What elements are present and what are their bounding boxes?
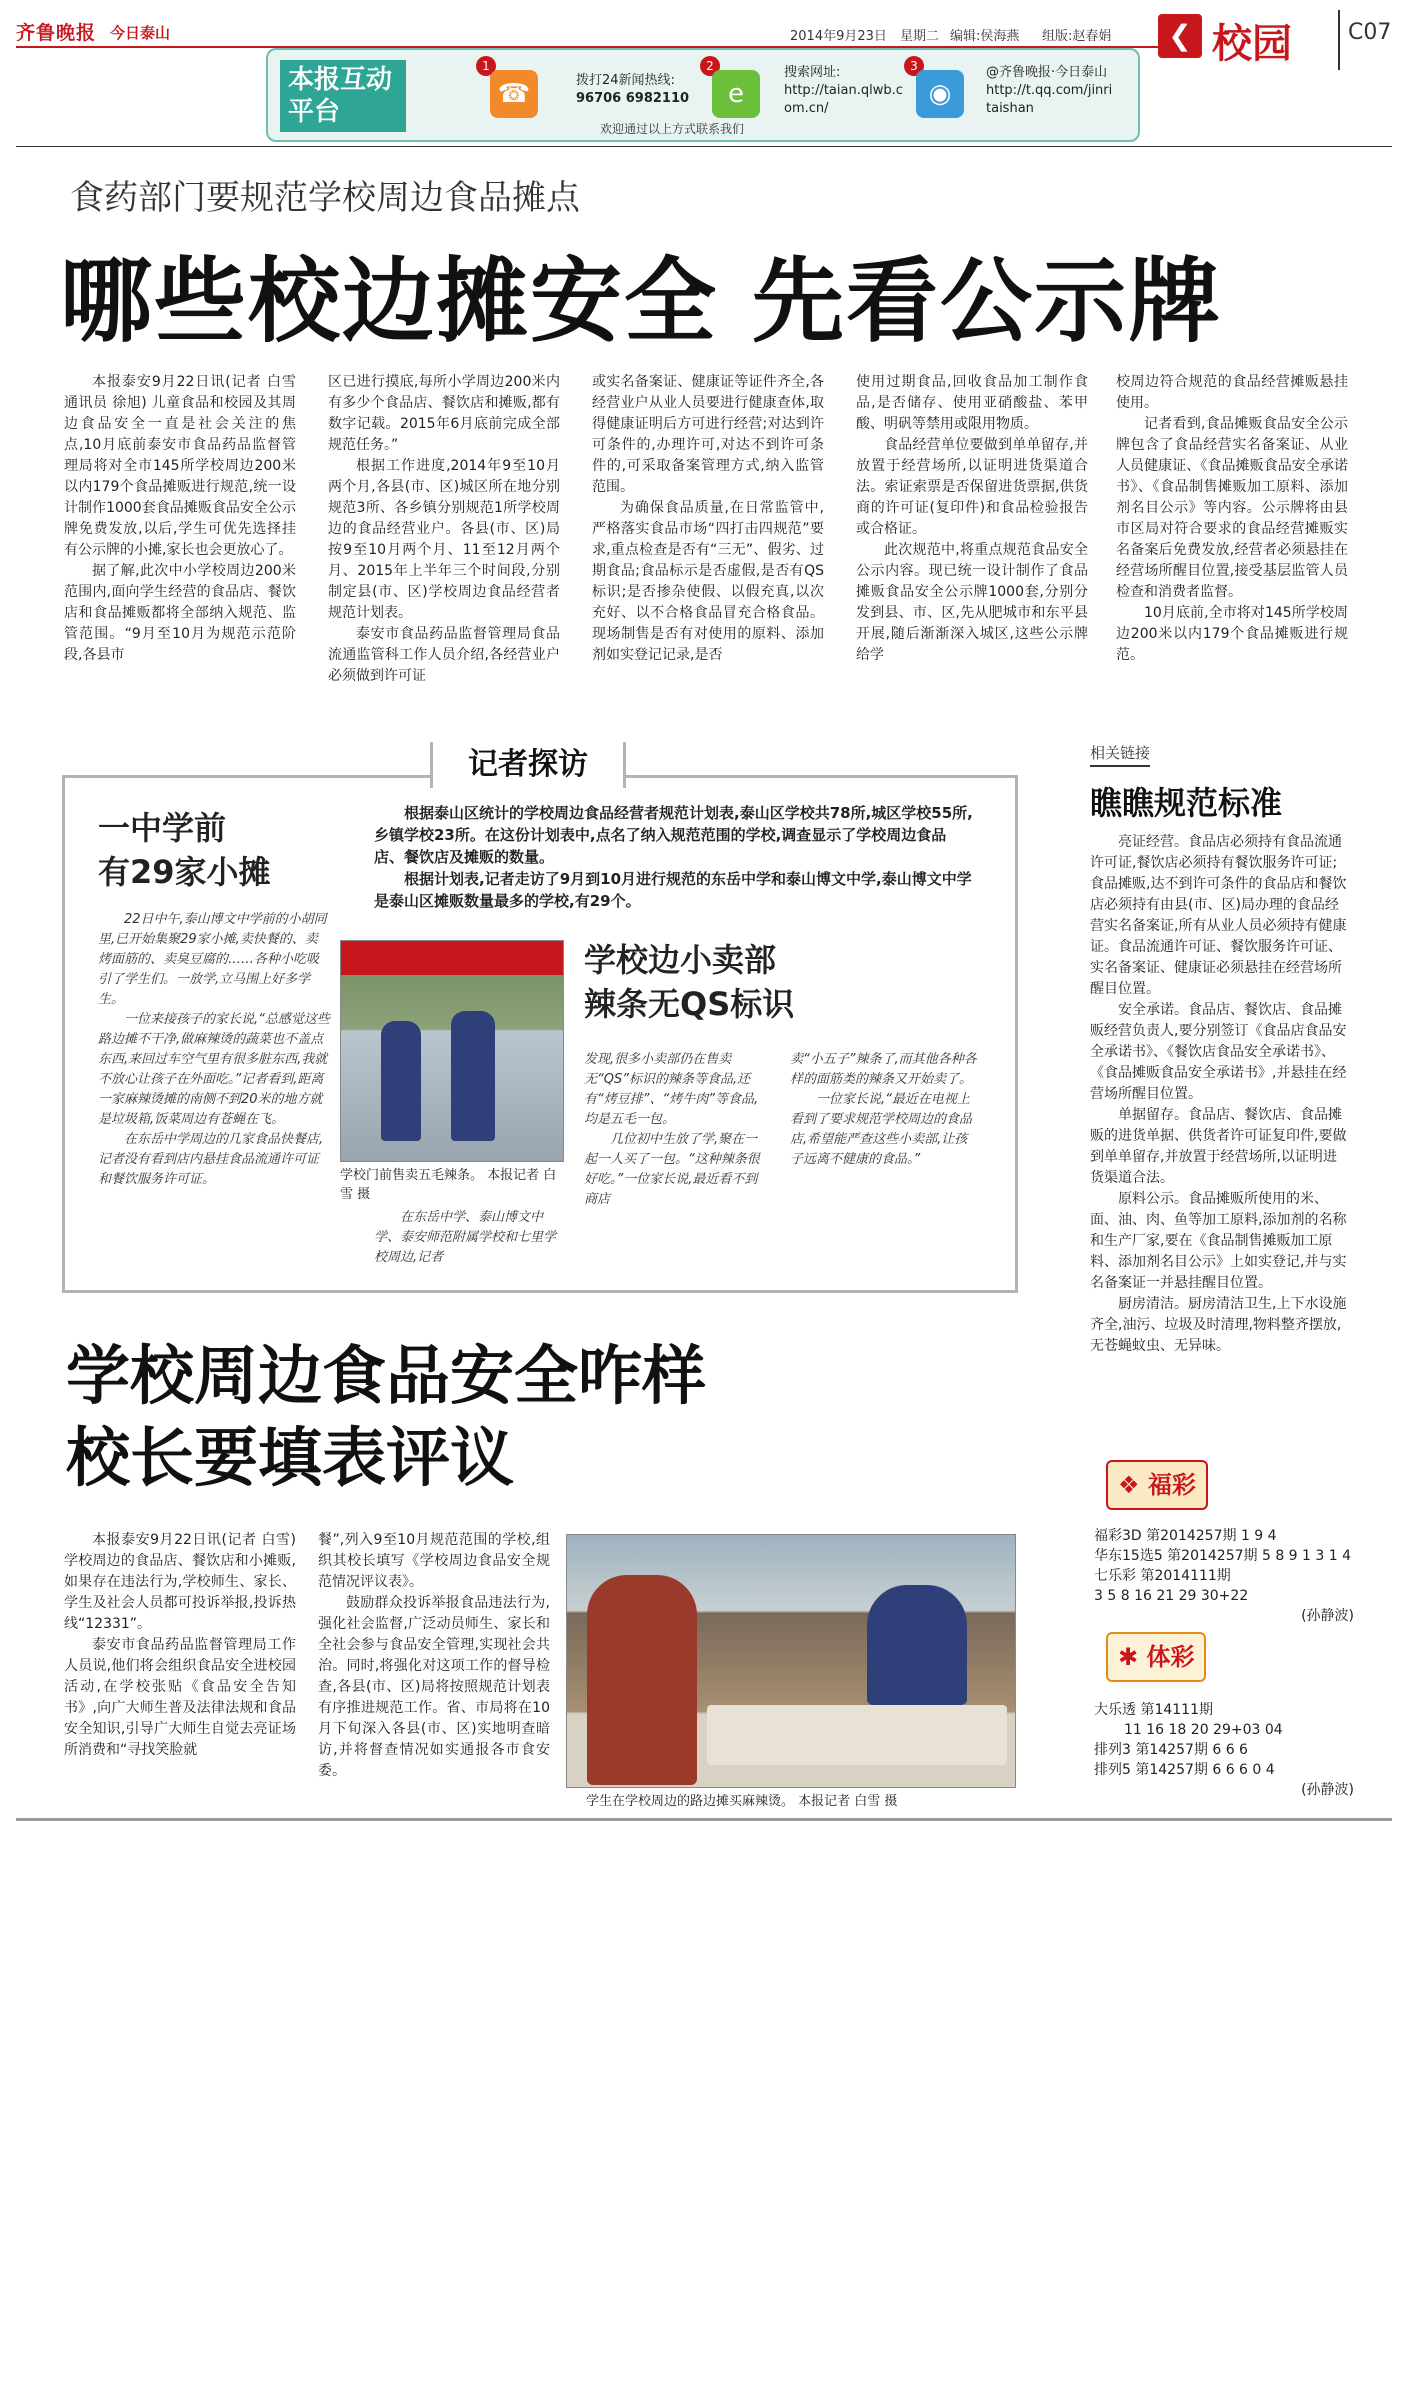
headline-line: 校长要填表评议 [66,1422,514,1496]
fucai-label: 福彩 [1147,1471,1196,1499]
newspaper-brand: 齐鲁晚报 [16,22,97,44]
subhead-line: 有29家小摊 [98,853,271,891]
hotline-label: 拨打24新闻热线: [576,73,675,88]
column-name: 校园 [1212,20,1292,67]
paragraph: 为确保食品质量,在日常监管中,严格落实食品市场“四打击四规范”要求,重点检查是否有“三无”、假劣、过期食品;食品标示是否虚假,是否有QS标识;是否掺杂使假、以假充真,以次充好、以不合格食品冒充合格食品。现场制售是否有对使用的原料、添加剂如实登记记录,是否 [592,500,824,663]
banner-footer: 欢迎通过以上方式联系我们 [600,122,745,136]
article1-kicker: 食药部门要规范学校周边食品摊点 [70,178,580,218]
school-gate-photo [340,940,564,1162]
web-icon: e [712,70,760,118]
paragraph: 22日中午,泰山博文中学前的小胡同里,已开始集聚29家小摊,卖快餐的、卖烤面筋的、卖臭豆腐的……各种小吃吸引了学生们。一放学,立马围上好多学生。 [98,912,327,1007]
sidebar-body [1090,832,1348,1357]
reporter-story-1b [374,1208,562,1268]
lottery-line: 3 5 8 16 21 29 30+22 [1094,1588,1249,1604]
ticai-logo [1106,1632,1206,1682]
student-figure [867,1585,967,1705]
subhead-line: 一中学前 [98,809,227,847]
hotline-block [576,72,696,108]
lottery-author: (孙静波) [1301,1608,1354,1624]
lottery-line: 华东15选5 第2014257期 5 8 9 1 3 1 4 [1094,1548,1352,1564]
sidebar-title: 瞧瞧规范标准 [1090,784,1283,822]
paragraph: 区已进行摸底,每所小学周边200米内有多少个食品店、餐饮店和摊贩,都有数字记载。2015年6月底前完成全部规范任务。” [328,374,560,453]
paragraph: 餐”,列入9至10月规范范围的学校,组织其校长填写《学校周边食品安全规范情况评议表》。 [318,1532,550,1590]
lottery-line: 排列3 第14257期 6 6 6 [1094,1742,1248,1758]
issue-weekday: 星期二 [900,29,940,44]
lottery-line: 大乐透 第14111期 [1094,1702,1213,1718]
lottery-line: 11 16 18 20 29+03 04 [1124,1722,1283,1738]
lottery-line: 七乐彩 第2014111期 [1094,1568,1231,1584]
banner-number-2: 2 [700,56,720,76]
paragraph: 亮证经营。食品店必须持有食品流通许可证,餐饮店必须持有餐饮服务许可证;食品摊贩,达不到许可条件的食品店和餐饮店必须持有由县(市、区)局办理的食品经营实名备案证,所有从业人员必须持有健康证。食品流通许可证、餐饮服务许可证、实名备案证、健康证必须悬挂在经营场所醒目位置。 [1090,834,1347,997]
paragraph: 几位初中生放了学,聚在一起一人买了一包。“这种辣条很好吃。”一位家长说,最近看不到商店 [584,1132,760,1207]
hotline-number[interactable]: 96706 6982110 [576,91,690,106]
food-tray [707,1705,1007,1765]
paragraph: 10月底前,全市将对145所学校周边200米以内179个食品摊贩进行规范。 [1116,605,1348,663]
paragraph: 泰安市食品药品监督管理局工作人员说,他们将会组织食品安全进校园活动,在学校张贴《食品安全告知书》,向广大师生普及法律法规和食品安全知识,引导广大师生自觉去亮证场所消费和“寻找笑脸就 [64,1637,296,1758]
paragraph: 在东岳中学周边的几家食品快餐店,记者没有看到店内悬挂食品流通许可证和餐饮服务许可证。 [98,1132,324,1187]
reporter-tag: 记者探访 [430,742,626,788]
paragraph: 一位来接孩子的家长说,“总感觉这些路边摊不干净,做麻辣烫的蔬菜也不盖点东西,来回过车空气里有很多脏东西,我就不放心让孩子在外面吃。”记者看到,距离一家麻辣烫摊的南侧不到20米的地方就是垃圾箱,饭菜周边有苍蝇在飞。 [98,1012,330,1127]
paragraph: 食品经营单位要做到单单留存,并放置于经营场所,以证明进货渠道合法。索证索票是否保留进货票据,供货商的许可证(复印件)和食品检验报告或合格证。 [856,437,1088,537]
paragraph: 本报泰安9月22日讯(记者 白雪) 学校周边的食品店、餐饮店和小摊贩,如果存在违法行为,学校师生、家长、学生及社会人员都可投诉举报,投诉热线“12331”。 [64,1532,296,1632]
header-divider [1338,10,1340,70]
sidebar-label: 相关链接 [1090,742,1150,767]
lottery-line: 排列5 第14257期 6 6 6 0 4 [1094,1762,1275,1778]
issue-date: 2014年9月23日 [790,29,887,44]
subhead-line: 辣条无QS标识 [584,985,795,1023]
subhead-line: 学校边小卖部 [584,941,777,979]
column-logo-icon: ❮ [1158,14,1202,58]
fucai-results [1094,1526,1354,1626]
student-figure [451,1011,495,1141]
paragraph: 厨房清洁。厨房清洁卫生,上下水设施齐全,油污、垃圾及时清理,物料整齐摆放,无苍蝇蚊虫、无异味。 [1090,1296,1347,1354]
reporter-subhead-1 [98,806,271,894]
student-figure [381,1021,421,1141]
paragraph: 校周边符合规范的食品经营摊贩悬挂使用。 [1116,374,1348,411]
paragraph: 根据泰山区统计的学校周边食品经营者规范计划表,泰山区学校共78所,城区学校55所,乡镇学校23所。在这份计划表中,点名了纳入规范范围的学校,调查显示了学校周边食品店、餐饮店及摊贩的数量。 [374,804,973,866]
photo2-caption: 学生在学校周边的路边摊买麻辣烫。 本报记者 白雪 摄 [586,1794,898,1809]
reporter-intro [374,802,974,912]
paragraph: 根据工作进度,2014年9至10月两个月,各县(市、区)城区所在地分别规范3所、各乡镇分别规范1所学校周边的食品经营业户。各县(市、区)局按9至10月两个月、11至12月两个月、2015年上半年三个时间段,分别制定县(市、区)学校周边食品经营者规范计划表。 [328,458,560,621]
paragraph: 鼓励群众投诉举报食品违法行为,强化社会监督,广泛动员师生、家长和全社会参与食品安全管理,实现社会共治。同时,将强化对这项工作的督导检查,各县(市、区)局将按照规范计划表有序推进规范工作。省、市局将在10月下旬深入各县(市、区)实地明查暗访,并将督查情况如实通报各市食安委。 [318,1595,550,1779]
website-url[interactable]: http://taian.qlwb.com.cn/ [784,83,903,116]
weibo-url[interactable]: http://t.qq.com/jinritaishan [986,83,1113,116]
reporter-story-2a [584,1050,764,1210]
shop-awning [341,941,563,975]
weibo-label: @齐鲁晚报·今日泰山 [986,65,1108,80]
paragraph: 卖“小五子”辣条了,而其他各种各样的面筋类的辣条又开始卖了。 [790,1052,977,1087]
article2-column-2 [318,1530,550,1782]
layout-credit: 组版:赵春娟 [1042,29,1112,44]
paragraph: 记者看到,食品摊贩食品安全公示牌包含了食品经营实名备案证、从业人员健康证、《食品摊贩食品安全承诺书》、《食品制售摊贩加工原料、添加剂名目公示》等内容。公示牌将由县市区局对符合要求的食品经营摊贩实名备案后免费发放,经营者必须悬挂在经营场所醒目位置,接受基层监管人员检查和消费者监督。 [1116,416,1348,600]
paragraph: 一位家长说,“最近在电视上看到了要求规范学校周边的食品店,希望能严查这些小卖部,让孩子远离不健康的食品。” [790,1092,973,1167]
article1-column-5 [1116,372,1348,666]
phone-icon: ☎ [490,70,538,118]
paragraph: 发现,很多小卖部仍在售卖无“QS”标识的辣条等食品,还有“烤豆排”、“烤牛肉”等食品,均是五毛一包。 [584,1052,759,1127]
paragraph: 使用过期食品,回收食品加工制作食品,是否储存、使用亚硝酸盐、苯甲酸、明矾等禁用或限用物质。 [856,374,1088,432]
banner-title: 本报互动平台 [280,60,406,132]
paragraph: 安全承诺。食品店、餐饮店、食品摊贩经营负责人,要分别签订《食品店食品安全承诺书》、《餐饮店食品安全承诺书》、《食品摊贩食品安全承诺书》,并悬挂在经营场所醒目位置。 [1090,1002,1347,1102]
ticai-results [1094,1700,1354,1800]
website-label: 搜索网址: [784,65,841,80]
article1-column-2 [328,372,560,687]
person-figure [587,1575,697,1785]
paragraph: 本报泰安9月22日讯(记者 白雪 通讯员 徐旭) 儿童食品和校园及其周边食品安全一直是社会关注的焦点,10月底前泰安市食品药品监督管理局将对全市145所学校周边200米以内179个食品摊贩进行规范,统一设计制作1000套食品摊贩食品安全公示牌免费发放,以后,学生可优先选择挂有公示牌的小摊,家长也会更放心了。 [64,374,296,558]
article1-column-4 [856,372,1088,666]
headline-line: 学校周边食品安全咋样 [66,1340,706,1414]
paragraph: 据了解,此次中小学校周边200米范围内,面向学生经营的食品店、餐饮店和食品摊贩都将全部纳入规范、监管范围。“9月至10月为规范示范阶段,各县市 [64,563,296,663]
ticai-label: 体彩 [1146,1643,1195,1671]
article1-column-1 [64,372,296,666]
paragraph: 单据留存。食品店、餐饮店、食品摊贩的进货单据、供货者许可证复印件,要做到单单留存,并放置于经营场所,以证明进货渠道合法。 [1090,1107,1347,1186]
article1-headline: 哪些校边摊安全 先看公示牌 [60,248,1223,355]
paragraph: 在东岳中学、泰山博文中学、泰安师范附属学校和七里学校周边,记者 [374,1210,557,1265]
paragraph: 泰安市食品药品监督管理局食品流通监管科工作人员介绍,各经营业户必须做到许可证 [328,626,560,684]
paragraph: 原料公示。食品摊贩所使用的米、面、油、肉、鱼等加工原料,添加剂的名称和生产厂家,要在《食品制售摊贩加工原料、添加剂名目公示》上如实登记,并与实名备案证一并悬挂醒目位置。 [1090,1191,1347,1291]
website-block [784,64,904,118]
lottery-icon: ❖ [1118,1471,1140,1499]
paragraph: 根据计划表,记者走访了9月到10月进行规范的东岳中学和泰山博文中学,泰山博文中学是泰山区摊贩数量最多的学校,有29个。 [374,870,972,910]
paragraph: 此次规范中,将重点规范食品安全公示内容。现已统一设计制作了食品摊贩食品安全公示牌1000套,分别分发到县、市、区,先从肥城市和东平县开展,随后渐渐深入城区,这些公示牌给学 [856,542,1088,663]
article2-headline [66,1336,706,1500]
photo1-caption: 学校门前售卖五毛辣条。 本报记者 白雪 摄 [340,1168,557,1202]
page-bottom-rule [16,1818,1392,1821]
paragraph: 或实名备案证、健康证等证件齐全,各经营业户从业人员要进行健康查体,取得健康证明后方可进行经营;对达到许可条件的,办理许可,对达不到许可条件的,可采取备案管理方式,纳入监管范围。 [592,374,824,495]
lottery-icon: ✱ [1118,1643,1139,1671]
weibo-icon: ◉ [916,70,964,118]
header-bottom-rule [16,146,1392,147]
lottery-line: 福彩3D 第2014257期 1 9 4 [1094,1528,1277,1544]
reporter-subhead-2 [584,938,794,1026]
banner-number-1: 1 [476,56,496,76]
editor-credit: 编辑:侯海燕 [950,29,1020,44]
fucai-logo [1106,1460,1208,1510]
page-number: C07 [1348,20,1392,45]
reporter-story-2b [790,1050,980,1170]
article1-column-3 [592,372,824,666]
street-stall-photo [566,1534,1016,1788]
weibo-block [986,64,1114,118]
lottery-author: (孙静波) [1301,1782,1354,1798]
banner-number-3: 3 [904,56,924,76]
section-name: 今日泰山 [110,24,171,42]
article2-column-1 [64,1530,296,1761]
reporter-story-1 [98,910,330,1190]
